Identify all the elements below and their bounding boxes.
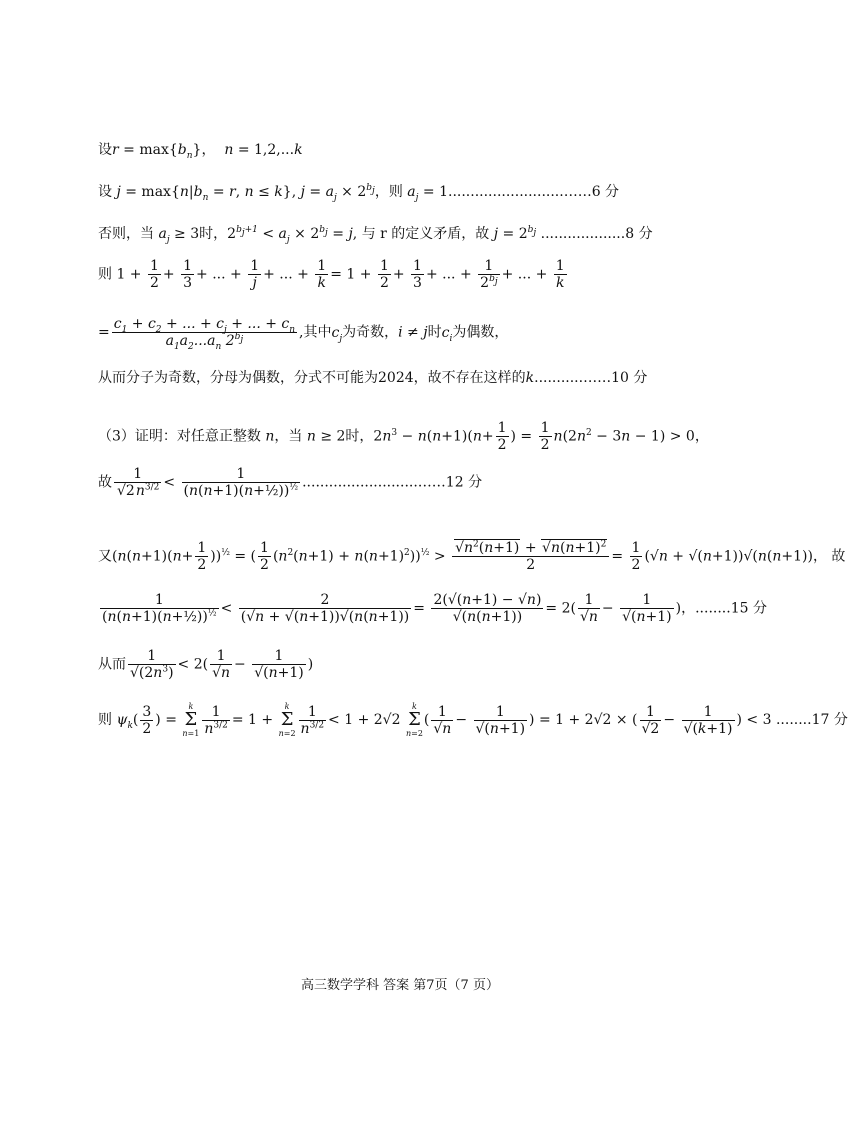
proof-line-2: 设 $j = \max\{n|b_n = r$, n ≤ k}, $j = a_j \times 2^{b_j}$，则 $a_j$ = 1..........................……6 分 (98, 183, 620, 203)
proof-line-11: 从而 $\frac{1}{√(2n^3)}$ < 2( $\frac{1}{√n}$ − $\frac{1}{√(n+1)}$ ) (98, 648, 314, 681)
proof-line-3: 否则，当 $a_j \ge 3$时，$2^{b_j+1} < a_j \times 2^{b_j} = j$, 与 r 的定义矛盾，故 $j = 2^{b_j}$ ...................8 分 (98, 225, 653, 245)
proof-line-10: $\frac{1}{(n(n+1)(n+\frac{1}{2}))^{\frac{1}{2}}}$ < $\frac{2}{(√n + √(n+1))√(n(n+1))}$ = $\frac{2(√(n+1) - √n)}{√(n(n+1))}$ = 2( $\frac{1}{√n}$ − $\frac{1}{√(n+1)}$ )，........15 分 (102, 592, 767, 625)
proof-line-7: （3）证明：对任意正整数 n，当 n ≥ 2时，$2n^3 - n(n+1)(n+$ $\frac{1}{2}$ ) = $\frac{1}{2}$ $n(2n^2 - 3n - 1) > 0$， (98, 420, 709, 453)
proof-line-6: 从而分子为奇数，分母为偶数，分式不可能为2024，故不存在这样的k...........……10 分 (98, 370, 648, 386)
proof-line-8: 故 $\frac{1}{√2n^{3/2}}$ < $\frac{1}{(n(n+1)(n+\frac{1}{2}))^{\frac{1}{2}}}$ ..........................……12 分 (98, 466, 483, 499)
proof-line-5: = $\frac{c_1 + c_2 + ... + c_j + ... + c_n}{a_1a_2...a_n 2^{b_j}}$ ,其中$c_j$为奇数，i ≠ j时$c_i$为偶数， (98, 316, 509, 352)
proof-line-12: 则 $\psi_k$( $\frac{3}{2}$ ) = k Σ n=1 $\frac{1}{n^{3/2}}$ = 1 + k Σ n=2 $\frac{1}{n^{3/2}}$ < 1 + 2√2 k Σ n=2( $\frac{1}{√n}$ − $\frac{1}{√(n+1)}$ ) = 1 + 2√2 × ( $\frac{1}{√2}$ − $\frac{1}{√(k+1)}$ ) < 3 ........17 分 (98, 702, 848, 738)
proof-line-1: 设$r = \max\{b_n\}$， n = 1,2,...k (98, 142, 303, 161)
proof-line-4: 则 1 + $\frac{1}{2}$ + $\frac{1}{3}$ + ... + $\frac{1}{j}$ + ... + $\frac{1}{k}$ = 1 + $\frac{1}{2}$ + $\frac{1}{3}$ + ... + $\frac{1}{2^{b_j}}$ + ... + $\frac{1}{k}$ (98, 258, 565, 291)
page-footer: 高三数学学科 答案 第7页（7 页） (301, 978, 499, 993)
proof-line-9: 又(n(n+1)(n+ $\frac{1}{2}$ ))$^{\frac{1}{2}}$ = ( $\frac{1}{2}$ $(n^2(n+1) + n(n+1)^2))^{\frac{1}{2}}$ > $\frac{√n^2(n+1) + √n(n+1)^2}{2}$ = $\frac{1}{2}$ (√n + √(n+1))√(n(n+1))， 故 (98, 539, 846, 573)
